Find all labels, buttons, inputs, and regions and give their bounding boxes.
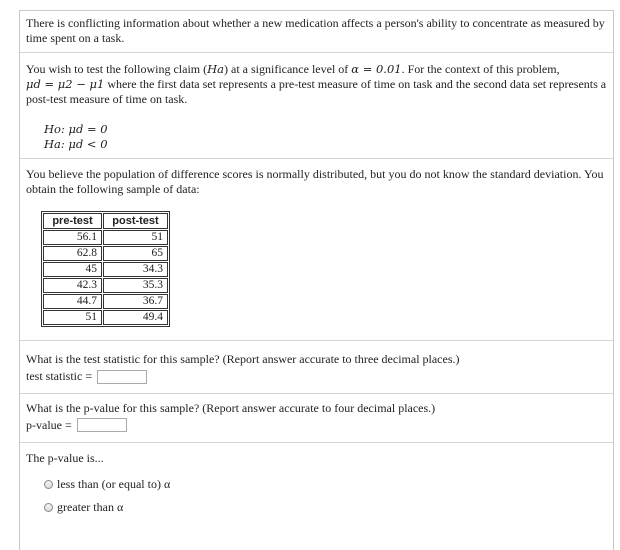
alpha-expression: α = 0.01: [351, 62, 402, 76]
table-cell: 45: [43, 262, 102, 277]
radio-button[interactable]: [44, 480, 53, 489]
claim-text: You wish to test the following claim (Ha) at a significance level of α = 0.01. For the context of this problem, μd = μ2 − μ1 where the first data set represents a pre-test measure of time on task and the second data set represents a post-test measure of time on task.: [26, 62, 607, 106]
divider: [20, 442, 613, 443]
radio-button[interactable]: [44, 503, 53, 512]
table-header-row: [43, 213, 168, 229]
ha-symbol: Ha: [207, 62, 224, 76]
table-cell: 34.3: [103, 262, 168, 277]
table-row: [43, 294, 168, 309]
test-statistic-input[interactable]: [97, 370, 147, 384]
table-cell: 65: [103, 246, 168, 261]
belief-text: You believe the population of difference scores is normally distributed, but you do not know the standard deviation. You obtain the following sample of data:: [26, 167, 604, 196]
divider: [20, 393, 613, 394]
intro-text: There is conflicting information about whether a new medication affects a person's ability to concentrate as measured by time spent on a task.: [26, 16, 605, 45]
table-row: [43, 230, 168, 245]
option-label: less than (or equal to) α: [57, 477, 171, 491]
table-row: [43, 310, 168, 325]
column-header-pre-test: pre-test: [43, 213, 102, 229]
option-greater-than-alpha[interactable]: [44, 500, 123, 515]
table-cell: 35.3: [103, 278, 168, 293]
table-row: [43, 262, 168, 277]
divider: [20, 52, 613, 53]
divider: [20, 158, 613, 159]
divider: [20, 340, 613, 341]
p-value-question: What is the p-value for this sample? (Report answer accurate to four decimal places.): [26, 401, 436, 415]
table-cell: 44.7: [43, 294, 102, 309]
sample-data-table: [41, 211, 170, 327]
option-less-than-alpha[interactable]: [44, 477, 170, 492]
table-cell: 51: [43, 310, 102, 325]
table-cell: 42.3: [43, 278, 102, 293]
table-cell: 56.1: [43, 230, 102, 245]
p-value-label: p-value =: [26, 418, 72, 432]
table-cell: 51: [103, 230, 168, 245]
column-header-post-test: post-test: [103, 213, 168, 229]
table-cell: 62.8: [43, 246, 102, 261]
conclusion-prompt: The p-value is...: [26, 451, 104, 465]
mu-d-definition: μd = μ2 − μ1: [26, 77, 105, 91]
alternative-hypothesis: Ha: μd < 0: [44, 137, 108, 151]
test-statistic-label: test statistic =: [26, 369, 93, 383]
table-row: [43, 278, 168, 293]
option-label: greater than α: [57, 500, 124, 514]
null-hypothesis: Ho: μd = 0: [44, 122, 108, 136]
table-cell: 49.4: [103, 310, 168, 325]
test-statistic-question: What is the test statistic for this sample? (Report answer accurate to three decimal places.): [26, 352, 460, 366]
table-cell: 36.7: [103, 294, 168, 309]
p-value-input[interactable]: [77, 418, 127, 432]
table-row: [43, 246, 168, 261]
